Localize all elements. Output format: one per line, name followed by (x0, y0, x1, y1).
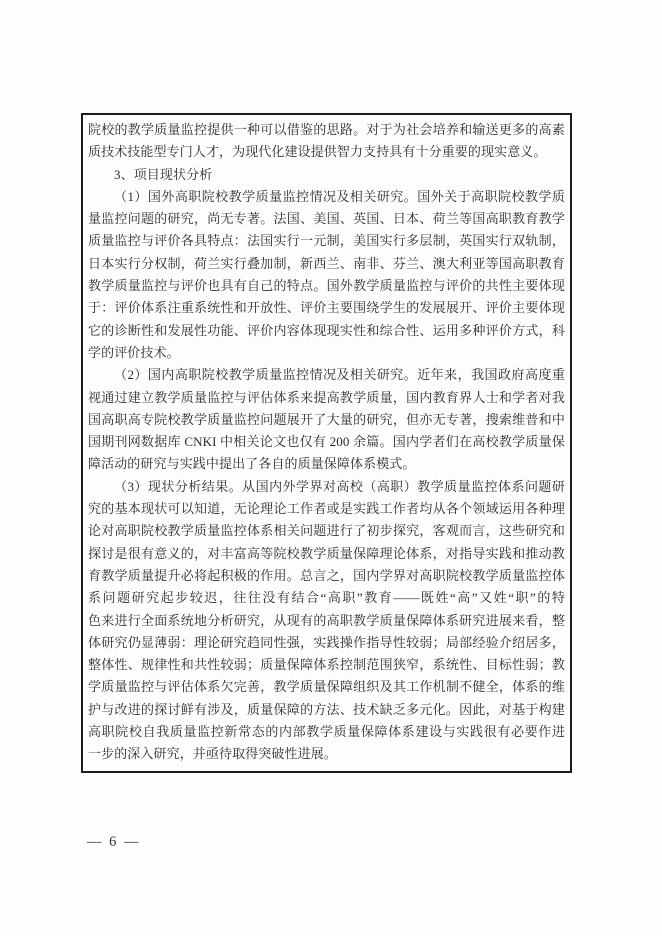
text-line: （2）国内高职院校教学质量监控情况及相关研究。近年来，我国政府高度重 (114, 367, 565, 383)
text-line: 学的评价技术。 (88, 344, 180, 360)
document-form-cell (81, 113, 572, 773)
text-line: 教学质量监控与评价也具有自己的特点。国外教学质量监控与评价的共性主要体现 (88, 278, 565, 294)
text-line: 色来进行全面系统地分析研究，从现有的高职教学质量保障体系研究进展来看，整 (88, 612, 565, 628)
text-line: 视通过建立教学质量监控与评估体系来提高教学质量，国内教育界人士和学者对我 (88, 389, 565, 405)
text-line: 一步的深入研究，并亟待取得突破性进展。 (88, 746, 337, 762)
text-line: 它的诊断性和发展性功能、评价内容体现现实性和综合性、运用多种评价方式，科 (88, 322, 565, 338)
text-line: 院校的教学质量监控提供一种可以借鉴的思路。对于为社会培养和输送更多的高素 (88, 122, 565, 137)
text-line: 护与改进的探讨鲜有涉及，质量保障的方法、技术缺乏多元化。因此，对基于构建 (88, 701, 565, 717)
text-line: 究的基本现状可以知道，无论理论工作者或是实践工作者均从各个领域运用各种理 (88, 501, 565, 517)
text-line: 国高职高专院校教学质量监控问题展开了大量的研究，但亦无专著，搜索维普和中 (88, 411, 565, 427)
text-line: 质技术技能型专门人才，为现代化建设提供智力支持具有十分重要的现实意义。 (88, 144, 547, 160)
text-line: 量监控问题的研究，尚无专著。法国、美国、英国、日本、荷兰等国高职教育教学 (88, 211, 565, 227)
text-line: 高职院校自我质量监控新常态的内部教学质量保障体系建设与实践很有必要作进 (88, 724, 565, 740)
section-heading: 3、项目现状分析 (114, 166, 213, 182)
text-line: 学质量监控与评估体系欠完善，教学质量保障组织及其工作机制不健全，体系的维 (88, 679, 565, 695)
text-line: （3）现状分析结果。从国内外学界对高校（高职）教学质量监控体系问题研 (114, 478, 565, 494)
text-line: 育教学质量提升必将起积极的作用。总言之，国内学界对高职院校教学质量监控体 (88, 567, 565, 583)
text-line: 探讨是很有意义的，对丰富高等院校教学质量保障理论体系，对指导实践和推动教 (88, 545, 565, 561)
text-line: 体研究仍显薄弱：理论研究趋同性强，实践操作指导性较弱；局部经验介绍居多， (88, 634, 565, 650)
text-line: 论对高职院校教学质量监控体系相关问题进行了初步探究，客观而言，这些研究和 (88, 523, 565, 539)
text-line: 障活动的研究与实践中提出了各自的质量保障体系模式。 (88, 456, 416, 472)
text-line: 于：评价体系注重系统性和开放性、评价主要围绕学生的发展展开、评价主要体现 (88, 300, 565, 316)
page-number: — 6 — (87, 834, 141, 850)
text-line: 系问题研究起步较迟，往往没有结合“高职”教育——既姓“高”又姓“职”的特 (88, 590, 565, 606)
text-line: 质量监控与评价各具特点：法国实行一元制，美国实行多层制，英国实行双轨制， (88, 233, 565, 249)
text-line: 国期刊网数据库 CNKI 中相关论文也仅有 200 余篇。国内学者们在高校教学质量保 (88, 434, 565, 450)
text-line: 整体性、规律性和共性较弱；质量保障体系控制范围狭窄，系统性、目标性弱；教 (88, 657, 565, 673)
text-line: 日本实行分权制，荷兰实行叠加制，新西兰、南非、芬兰、澳大利亚等国高职教育 (88, 255, 565, 271)
text-line: （1）国外高职院校教学质量监控情况及相关研究。国外关于高职院校教学质 (114, 188, 565, 204)
